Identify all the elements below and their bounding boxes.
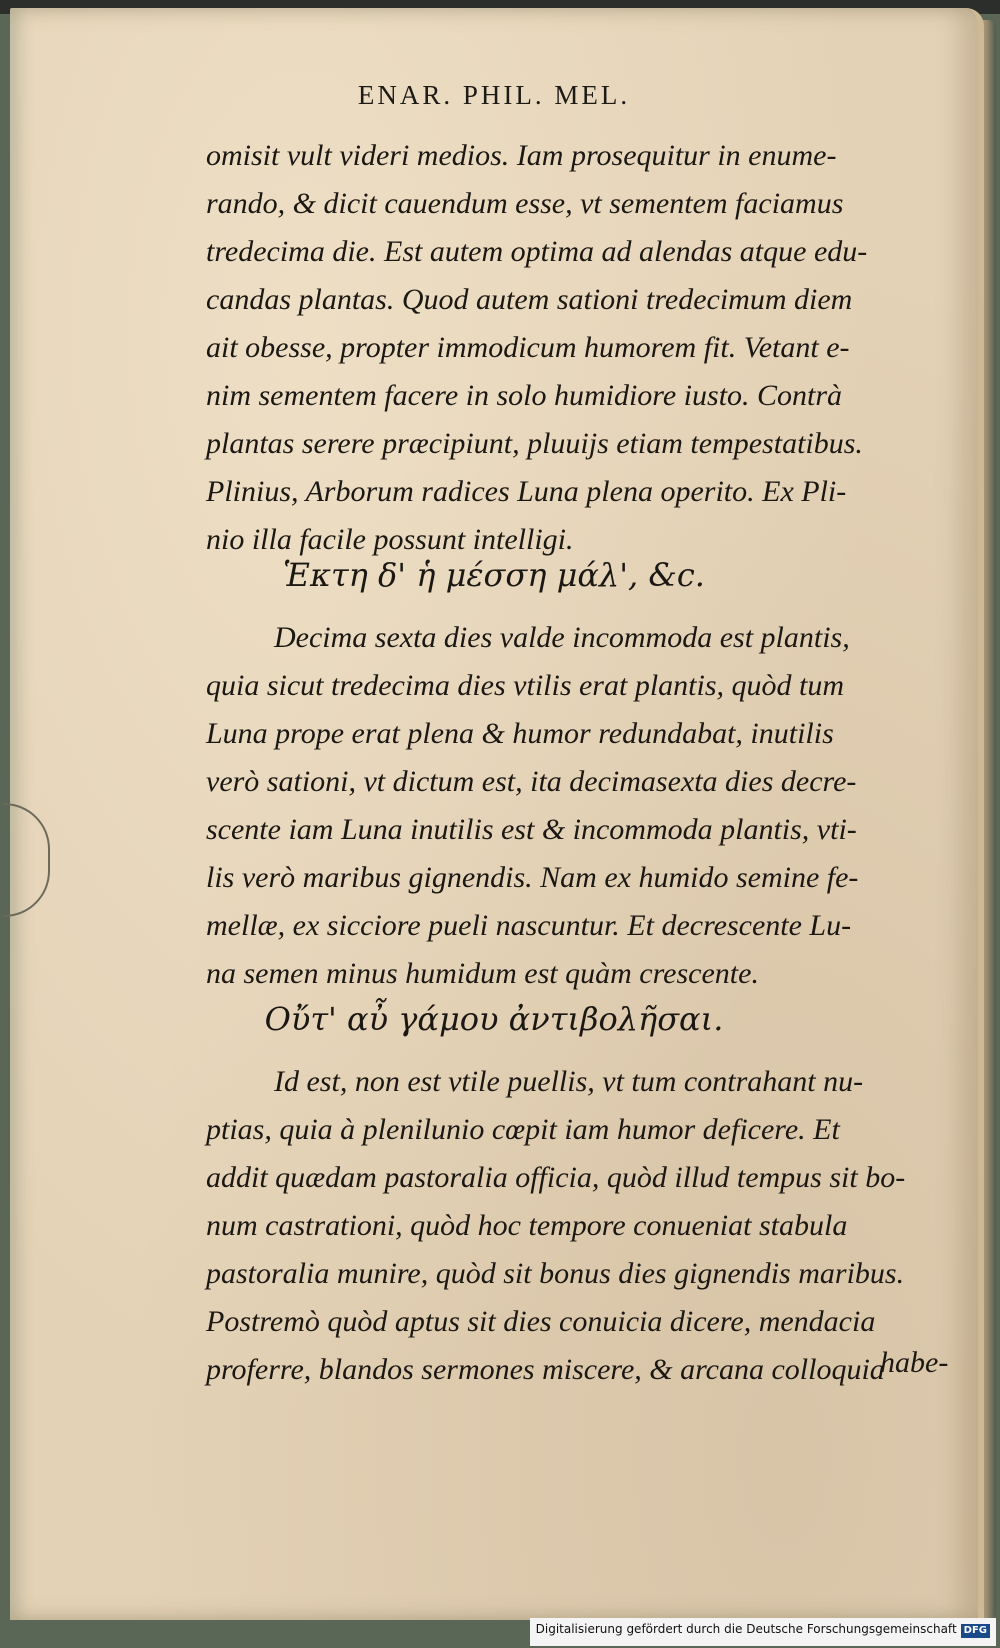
catchword: habe-: [880, 1346, 949, 1379]
text-line: Plinius, Arborum radices Luna plena operito. Ex Pli-: [206, 475, 847, 508]
text-line: ptias, quia à plenilunio cœpit iam humor deficere. Et: [206, 1113, 840, 1146]
text-line: omisit vult videri medios. Iam prosequitur in enume-: [206, 139, 837, 172]
text-line: mellæ, ex sicciore pueli nascuntur. Et decrescente Lu-: [206, 909, 852, 942]
text-line: Postremò quòd aptus sit dies conuicia dicere, mendacia: [206, 1305, 876, 1338]
text-line: pastoralia munire, quòd sit bonus dies gignendis maribus.: [206, 1257, 905, 1290]
text-line: Id est, non est vtile puellis, vt tum contrahant nu-: [274, 1065, 864, 1098]
text-line: nio illa facile possunt intelligi.: [206, 523, 574, 556]
text-line: addit quædam pastoralia officia, quòd illud tempus sit bo-: [206, 1161, 906, 1194]
text-line: ait obesse, propter immodicum humorem fit. Vetant e-: [206, 331, 850, 364]
text-line: candas plantas. Quod autem sationi tredecimum diem: [206, 283, 853, 316]
text-line: rando, & dicit cauendum esse, vt sementem faciamus: [206, 187, 844, 220]
paragraph-3: [206, 1058, 949, 1394]
text-line: na semen minus humidum est quàm crescente.: [206, 957, 759, 990]
book-page: [10, 8, 984, 1620]
text-line: tredecima die. Est autem optima ad alendas atque edu-: [206, 235, 868, 268]
dfg-logo: DFG: [961, 1624, 990, 1638]
running-head: ENAR. PHIL. MEL.: [357, 80, 631, 110]
clasp-outline: [4, 803, 50, 917]
text-line: Decima sexta dies valde incommoda est plantis,: [274, 621, 850, 654]
paragraph-1: [206, 132, 946, 564]
section-heading-greek-1: Ἑκτη δ' ἡ μέσση μάλ', &c.: [283, 556, 705, 594]
paragraph-2: [206, 614, 946, 998]
text-line: num castrationi, quòd hoc tempore conueniat stabula: [206, 1209, 848, 1242]
text-line: proferre, blandos sermones miscere, & arcana colloquia: [206, 1353, 885, 1386]
digitization-credit: [530, 1618, 996, 1646]
credit-text: Digitalisierung gefördert durch die Deutsche Forschungsgemeinschaft: [535, 1622, 957, 1636]
text-line: verò sationi, vt dictum est, ita decimasexta dies decre-: [206, 765, 857, 798]
text-line: quia sicut tredecima dies vtilis erat plantis, quòd tum: [206, 669, 844, 702]
text-line: Luna prope erat plena & humor redundabat, inutilis: [206, 717, 834, 750]
text-line: lis verò maribus gignendis. Nam ex humido semine fe-: [206, 861, 859, 894]
text-line: scente iam Luna inutilis est & incommoda plantis, vti-: [206, 813, 857, 846]
text-line: nim sementem facere in solo humidiore iusto. Contrà: [206, 379, 843, 412]
section-heading-greek-2: Οὔτ' αὖ γάμου ἀντιβολῆσαι.: [264, 1000, 724, 1038]
text-line: plantas serere præcipiunt, pluuijs etiam tempestatibus.: [206, 427, 863, 460]
